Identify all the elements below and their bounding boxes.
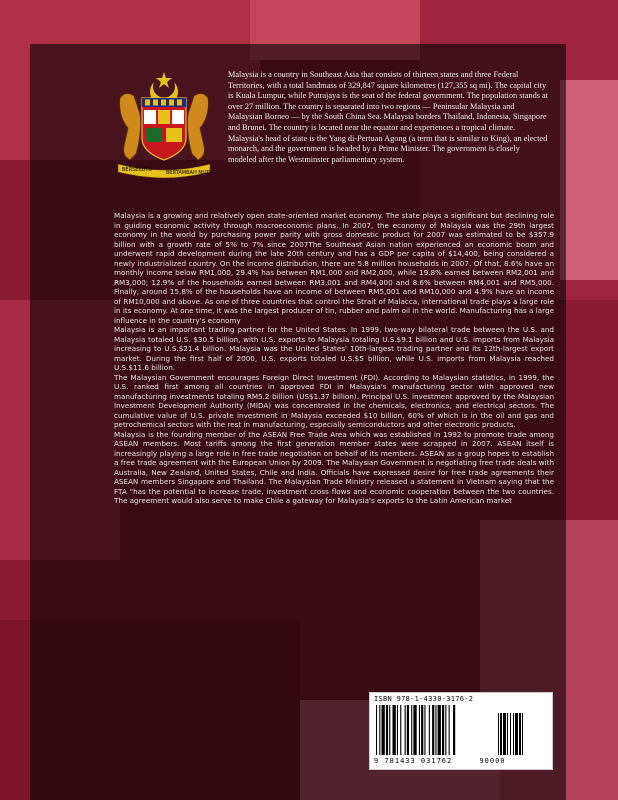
isbn-barcode	[369, 692, 553, 770]
price-code: 90000	[479, 757, 506, 765]
coat-of-arms-icon	[114, 68, 214, 188]
ean-number: 9 781433 031762	[374, 757, 453, 765]
body-text	[114, 211, 554, 506]
crest-motto-left: BERSEKUTU	[122, 167, 152, 173]
intro-paragraph: Malaysia is a country in Southeast Asia that consists of thirteen states and three Federal Territories, with a total landmass of 329,847 square kilometres (127,355 sq mi). The capital city is Kuala Lumpur, while Putrajaya is the seat of the federal government. The population stands at over 27 million. The country is separated into two regions — Peninsular Malaysia and Malaysian Borneo — by the South China Sea. Malaysia borders Thailand, Indonesia, Singapore and Brunei. The country is located near the equator and experiences a tropical climate. Malaysia's head of state is the Yang di-Pertuan Agong (a term that is similar to King), an elected monarch, and the government is headed by a Prime Minister. The government is closely modeled after the Westminster parliamentary system.	[228, 70, 549, 164]
body-paragraph: Malaysia is an important trading partner for the United States. In 1999, two-way bilateral trade between the U.S. and Malaysia totaled U.S. $30.5 billion, with U.S. exports to Malaysia totaling U.S.$9.1 billion and U.S. imports from Malaysia increasing to U.S.$21.4 billion. Malaysia was the United States' 10th-largest trading partner and its 12th-largest export market. During the first half of 2000, U.S. exports totaled U.S.$5 billion, while U.S. imports from Malaysia reached U.S.$11.6 billion.	[114, 325, 554, 372]
body-paragraph: The Malaysian Government encourages Foreign Direct Investment (FDI). According to Malaysian statistics, in 1999, the U.S. ranked first among all countries in approved FDI in Malaysia's manufacturing sector with approved new manufacturing investments totaling RM5.2 billion (US$1.37 billion). Principal U.S. investment approved by the Malaysian Investment Development Authority (MIDA) was concentrated in the chemicals, electronics, and electrical sectors. The cumulative value of U.S. private investment in Malaysia exceeded $10 billion, 60% of which is in the oil and gas and petrochemical sectors with the rest in manufacturing, especially semiconductors and other electronic products.	[114, 372, 554, 429]
background-block	[560, 80, 618, 280]
ean-digits	[374, 757, 548, 765]
isbn-label: ISBN 978-1-4330-3176-2	[374, 695, 474, 703]
barcode-bars-icon	[376, 705, 546, 757]
body-paragraph: Malaysia is the founding member of the ASEAN Free Trade Area which was established in 1992 to promote trade among ASEAN members. Most tariffs among the first generation member states were scrapped in 2007. ASEAN itself is increasingly playing a large role in free trade negotiation on behalf of its members. ASEAN as a group hopes to establish a free trade agreement with the European Union by 2009. The Malaysian Government is negotiating free trade deals with Australia, New Zealand, United States, Chile and India. Officials have expressed desire for free trade agreements their ASEAN members Singapore and Thailand. The Malaysian Trade Ministry released a statement in Vietnam saying that the FTA "has the potential to increase trade, investment cross flows and economic cooperation between the two countries. The agreement would also serve to make Chile a gateway for Malaysia's exports to the Latin American market	[114, 429, 554, 505]
body-paragraph: Malaysia is a growing and relatively open state-oriented market economy. The state plays a significant but declining role in guiding economic activity through macroeconomic plans. In 2007, the economy of Malaysia was the 29th largest economy in the world by purchasing power parity with gross domestic product for 2007 was estimated to be $357.9 billion with a growth rate of 5% to 7% since 2007The Southeast Asian nation experienced an economic boom and underwent rapid development during the late 20th century and has a GDP per capita of $14,400, being considered a newly industrialized country. On the income distribution, there are 5.8 million households in 2007. Of that, 8.6% have an monthly income below RM1,000, 29.4% has between RM1,000 and RM2,000, while 19.8% earned between RM2,001 and RM3,000; 12.9% of the households earned between RM3,001 and RM4,000 and 8.6% between RM4,001 and RM5,000. Finally, around 15.8% of the households have an income of between RM5,001 and RM10,000 and 4.9% have an income of RM10,000 and above. As one of three countries that control the Strait of Malacca, international trade plays a large role in its economy. At one time, it was the largest producer of tin, rubber and palm oil in the world. Manufacturing has a large influence in the country's economy	[114, 211, 554, 325]
crest-motto-right: BERTAMBAH MUTU	[166, 170, 213, 176]
